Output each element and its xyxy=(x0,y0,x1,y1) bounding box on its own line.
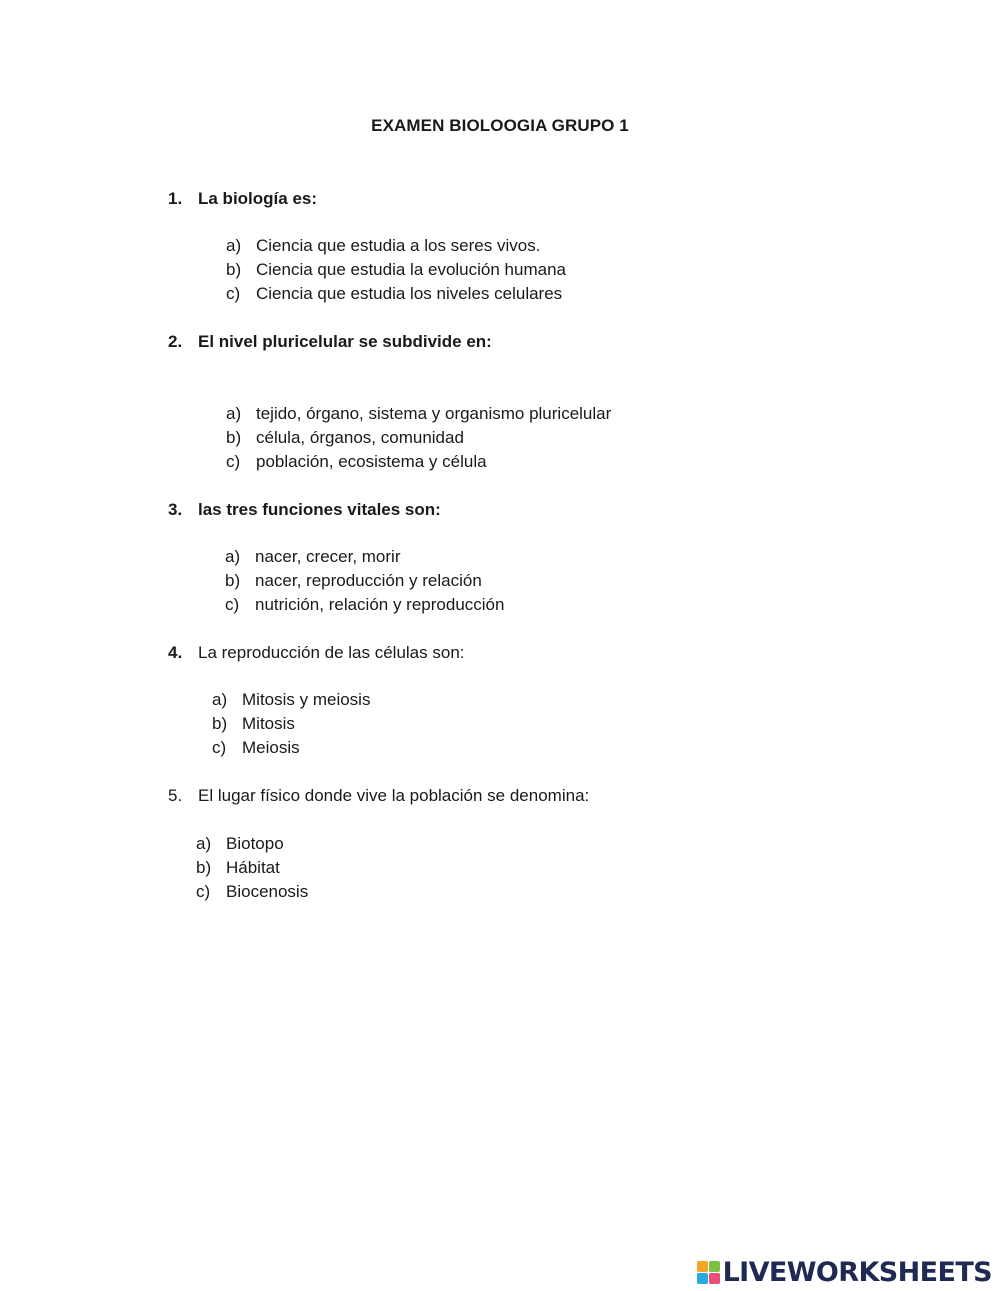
option-letter: b) xyxy=(225,571,241,590)
question-number: 5. xyxy=(168,786,183,805)
logo-tile xyxy=(709,1273,720,1284)
exam-title: EXAMEN BIOLOOGIA GRUPO 1 xyxy=(371,116,629,135)
option-letter: a) xyxy=(226,404,242,423)
option-letter: a) xyxy=(196,834,212,853)
option-5b xyxy=(196,857,280,879)
option-1a xyxy=(226,235,540,257)
question-1 xyxy=(168,188,317,210)
question-text: las tres funciones vitales son: xyxy=(198,500,441,519)
option-4c xyxy=(212,737,300,759)
option-3a xyxy=(225,546,401,568)
question-5 xyxy=(168,785,589,807)
liveworksheets-logo-icon xyxy=(697,1261,720,1284)
option-text: nacer, crecer, morir xyxy=(255,547,401,566)
question-number: 3. xyxy=(168,500,183,519)
option-text: Meiosis xyxy=(242,738,300,757)
logo-tile xyxy=(697,1273,708,1284)
option-text: Mitosis xyxy=(242,714,295,733)
option-5c xyxy=(196,881,308,903)
option-text: tejido, órgano, sistema y organismo pluricelular xyxy=(256,404,612,423)
option-letter: a) xyxy=(225,547,241,566)
option-letter: b) xyxy=(226,428,242,447)
option-2b xyxy=(226,427,464,449)
option-letter: b) xyxy=(196,858,212,877)
option-letter: c) xyxy=(226,284,241,303)
question-text: La biología es: xyxy=(198,189,318,208)
option-letter: a) xyxy=(226,236,242,255)
option-text: Hábitat xyxy=(226,858,280,877)
question-text: El nivel pluricelular se subdivide en: xyxy=(198,332,492,351)
option-text: Biotopo xyxy=(226,834,284,853)
question-number: 2. xyxy=(168,332,183,351)
liveworksheets-brand xyxy=(697,1255,992,1289)
option-letter: a) xyxy=(212,690,228,709)
question-text: El lugar físico donde vive la población se denomina: xyxy=(198,786,590,805)
option-text: Mitosis y meiosis xyxy=(242,690,371,709)
option-text: Ciencia que estudia la evolución humana xyxy=(256,260,566,279)
option-4b xyxy=(212,713,295,735)
option-text: población, ecosistema y célula xyxy=(256,452,487,471)
option-letter: c) xyxy=(212,738,227,757)
logo-tile xyxy=(709,1261,720,1272)
option-2c xyxy=(226,451,487,473)
question-4 xyxy=(168,642,465,664)
option-3c xyxy=(225,594,504,616)
option-text: célula, órganos, comunidad xyxy=(256,428,464,447)
logo-tile xyxy=(697,1261,708,1272)
question-number: 1. xyxy=(168,189,183,208)
option-letter: b) xyxy=(226,260,242,279)
option-2a xyxy=(226,403,611,425)
option-1c xyxy=(226,283,562,305)
option-text: Ciencia que estudia los niveles celulares xyxy=(256,284,563,303)
option-letter: c) xyxy=(196,882,211,901)
option-letter: c) xyxy=(225,595,240,614)
option-text: Ciencia que estudia a los seres vivos. xyxy=(256,236,541,255)
option-text: nutrición, relación y reproducción xyxy=(255,595,505,614)
question-2 xyxy=(168,331,492,353)
option-3b xyxy=(225,570,482,592)
option-4a xyxy=(212,689,370,711)
question-3 xyxy=(168,499,441,521)
option-text: Biocenosis xyxy=(226,882,309,901)
question-number: 4. xyxy=(168,643,183,662)
option-5a xyxy=(196,833,284,855)
option-text: nacer, reproducción y relación xyxy=(255,571,482,590)
option-letter: b) xyxy=(212,714,228,733)
option-letter: c) xyxy=(226,452,241,471)
brand-name: LIVEWORKSHEETS xyxy=(722,1256,992,1288)
question-text: La reproducción de las células son: xyxy=(198,643,465,662)
option-1b xyxy=(226,259,566,281)
